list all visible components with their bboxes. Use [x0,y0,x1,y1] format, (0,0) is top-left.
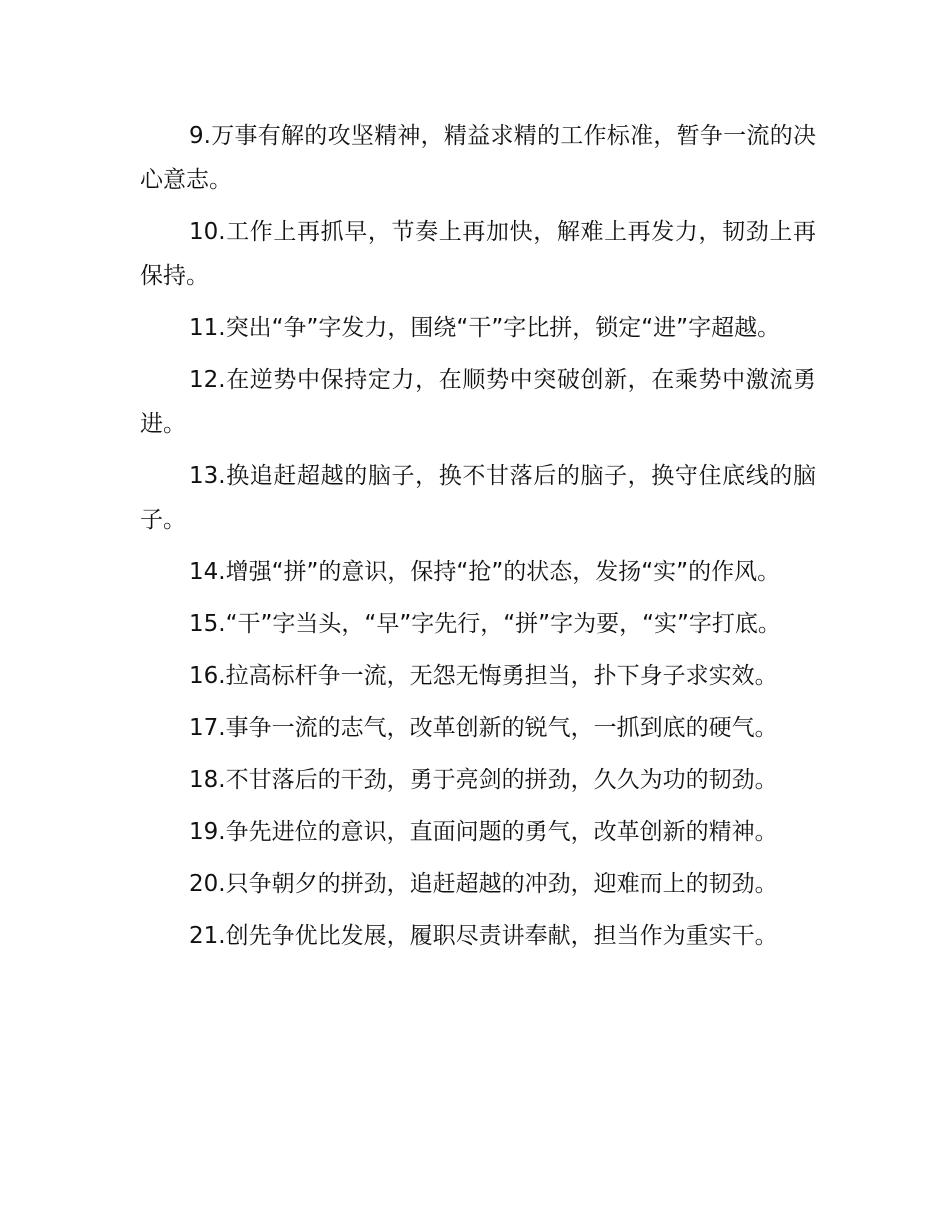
paragraph-12: 12.在逆势中保持定力，在顺势中突破创新，在乘势中激流勇进。 [140,367,816,437]
paragraph-9: 9.万事有解的攻坚精神，精益求精的工作标准，暂争一流的决心意志。 [140,123,816,193]
paragraph-18: 18.不甘落后的干劲，勇于亮剑的拼劲，久久为功的韧劲。 [189,767,778,793]
paragraph-14: 14.增强“拼”的意识，保持“抢”的状态，发扬“实”的作风。 [189,559,781,585]
paragraph-10: 10.工作上再抓早，节奏上再加快，解难上再发力，韧劲上再保持。 [140,219,816,289]
document-page [140,114,816,966]
paragraph-17: 17.事争一流的志气，改革创新的锐气，一抓到底的硬气。 [189,715,778,741]
paragraph-20: 20.只争朝夕的拼劲，追赶超越的冲劲，迎难而上的韧劲。 [189,871,778,897]
paragraph-16: 16.拉高标杆争一流，无怨无悔勇担当，扑下身子求实效。 [189,663,778,689]
paragraph-11: 11.突出“争”字发力，围绕“干”字比拼，锁定“进”字超越。 [189,315,781,341]
paragraph-19: 19.争先进位的意识，直面问题的勇气，改革创新的精神。 [189,819,778,845]
paragraph-13: 13.换追赶超越的脑子，换不甘落后的脑子，换守住底线的脑子。 [140,463,816,533]
paragraph-15: 15.“干”字当头，“早”字先行，“拼”字为要，“实”字打底。 [189,611,781,637]
paragraph-21: 21.创先争优比发展，履职尽责讲奉献，担当作为重实干。 [189,923,778,949]
